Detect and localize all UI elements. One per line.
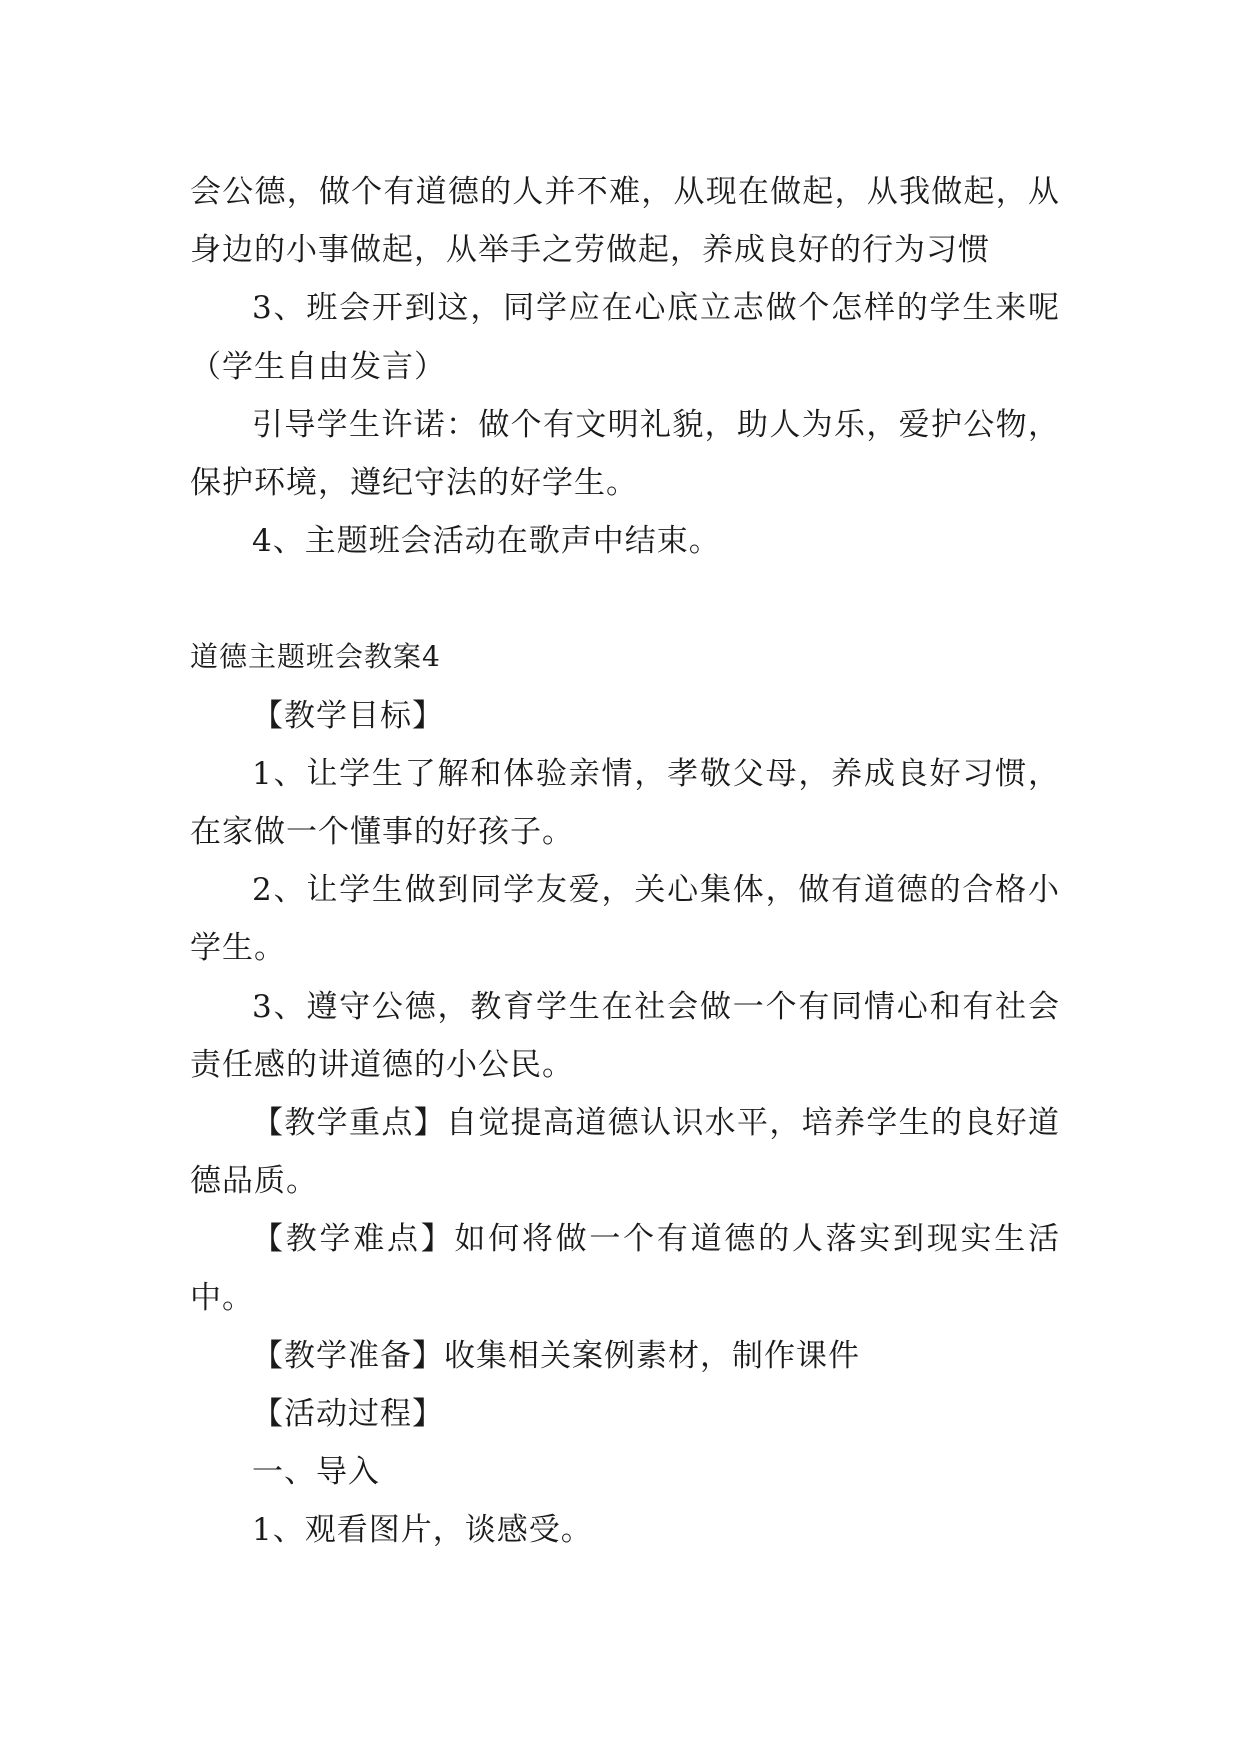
document-body <box>190 163 1060 1560</box>
teaching-preparation: 【教学准备】收集相关案例素材，制作课件 <box>252 1337 860 1374</box>
subsection-introduction: 一、导入 <box>252 1454 380 1491</box>
paragraph-step-4: 4、主题班会活动在歌声中结束。 <box>252 523 721 560</box>
teaching-goals-label: 【教学目标】 <box>252 697 444 734</box>
intro-step-1: 1、观看图片，谈感受。 <box>252 1512 593 1549</box>
paragraph-pledge: 引导学生许诺：做个有文明礼貌，助人为乐，爱护公物，保护环境，遵纪守法的好学生。 <box>190 406 1060 502</box>
activity-process-label: 【活动过程】 <box>252 1396 444 1433</box>
section-heading: 道德主题班会教案4 <box>190 640 441 674</box>
teaching-focus: 【教学重点】自觉提高道德认识水平，培养学生的良好道德品质。 <box>190 1105 1060 1200</box>
goal-item-3: 3、遵守公德，教育学生在社会做一个有同情心和有社会责任感的讲道德的小公民。 <box>190 988 1060 1083</box>
teaching-difficulty: 【教学难点】如何将做一个有道德的人落实到现实生活中。 <box>190 1221 1060 1316</box>
goal-item-1: 1、让学生了解和体验亲情，孝敬父母，养成良好习惯，在家做一个懂事的好孩子。 <box>190 755 1060 851</box>
paragraph-intro-continuation: 会公德，做个有道德的人并不难，从现在做起，从我做起，从身边的小事做起，从举手之劳做起，养成良好的行为习惯 <box>190 174 1060 269</box>
paragraph-step-3: 3、班会开到这，同学应在心底立志做个怎样的学生来呢（学生自由发言） <box>190 290 1060 385</box>
goal-item-2: 2、让学生做到同学友爱，关心集体，做有道德的合格小学生。 <box>190 872 1060 967</box>
